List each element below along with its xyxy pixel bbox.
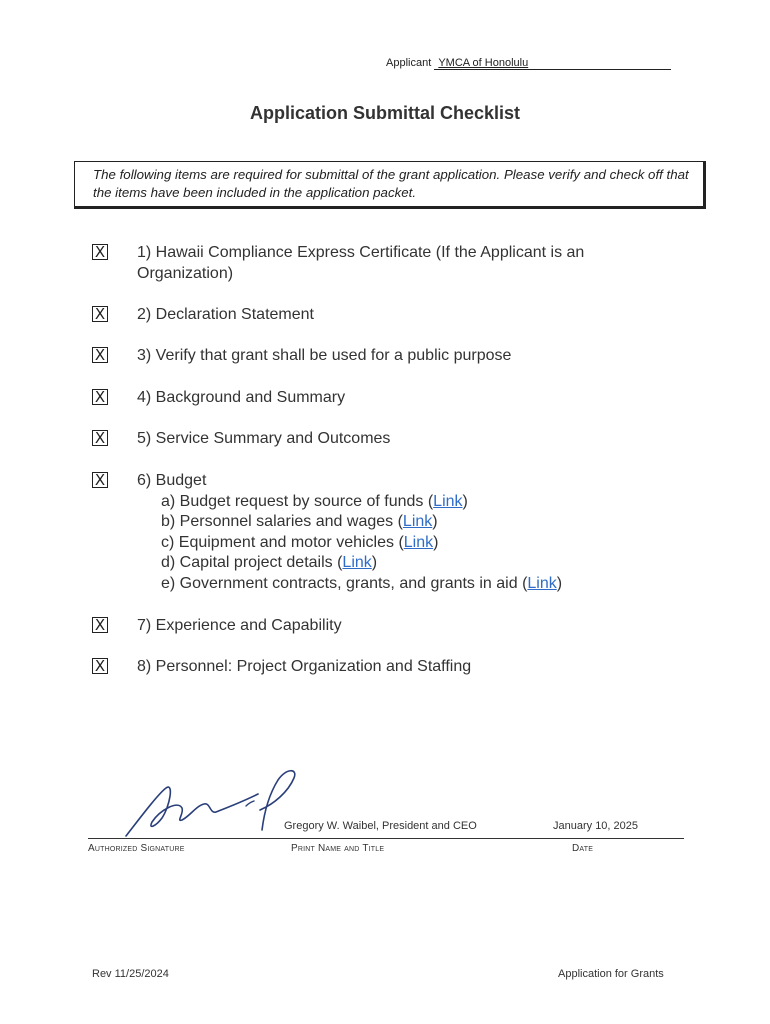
sub-item-text: c) Equipment and motor vehicles [161,533,394,551]
government-contracts-link[interactable]: Link [527,574,557,592]
checkbox-checked-icon[interactable]: X [92,472,108,488]
capital-project-link[interactable]: Link [342,554,372,571]
print-name-caption: Print Name and Title [291,843,385,854]
checklist-item-label: 5) Service Summary and Outcomes [137,430,391,447]
authorized-signature-caption: Authorized Signature [88,843,185,854]
budget-sub-item: c) Equipment and motor vehicles (Link) [161,533,439,551]
checkbox-checked-icon[interactable]: X [92,617,108,633]
checklist-item-label: 4) Background and Summary [137,389,346,406]
revision-label: Rev 11/25/2024 [92,968,169,980]
checklist-item-label: 1) Hawaii Compliance Express Certificate (If the Applicant is an Organization) [137,244,585,282]
checkbox-checked-icon[interactable]: X [92,658,108,674]
checklist-item-label: 6) Budget [137,472,207,489]
budget-sub-item: e) Government contracts, grants, and grants in aid (Link) [161,574,563,592]
applicant-label: Applicant [386,57,432,69]
sub-item-text: a) Budget request by source of funds [161,492,424,510]
applicant-value: YMCA of Honolulu [438,57,529,69]
applicant-value-field [434,57,671,70]
checkbox-checked-icon[interactable]: X [92,430,108,446]
sub-item-text: b) Personnel salaries and wages [161,513,394,530]
signer-name-title: Gregory W. Waibel, President and CEO [284,820,477,832]
sub-item-text: d) Capital project details [161,554,333,571]
checkbox-checked-icon[interactable]: X [92,306,108,322]
applicant-line [386,57,671,70]
signature-rule [88,838,684,839]
equipment-vehicles-link[interactable]: Link [403,533,434,551]
form-name: Application for Grants [558,968,664,980]
checkbox-checked-icon[interactable]: X [92,244,108,260]
checklist-item-label: 3) Verify that grant shall be used for a public purpose [137,347,512,364]
budget-sub-item: d) Capital project details (Link) [161,554,378,571]
page-title: Application Submittal Checklist [249,103,521,123]
personnel-salaries-link[interactable]: Link [402,513,433,530]
handwritten-signature-icon [118,766,308,838]
budget-request-link[interactable]: Link [433,492,463,510]
checkbox-checked-icon[interactable]: X [92,389,108,405]
budget-sub-list [161,492,562,595]
budget-sub-item: a) Budget request by source of funds (Link) [161,492,468,510]
checklist-item-label: 8) Personnel: Project Organization and Staffing [137,658,472,675]
signature-date: January 10, 2025 [553,820,639,832]
checklist-item-label: 7) Experience and Capability [137,617,342,634]
checkbox-checked-icon[interactable]: X [92,347,108,363]
budget-sub-item: b) Personnel salaries and wages (Link) [161,513,438,530]
sub-item-text: e) Government contracts, grants, and grants in aid [161,574,518,592]
date-caption: Date [572,843,594,854]
checklist-item-label: 2) Declaration Statement [137,306,314,323]
instructions-box: The following items are required for submittal of the grant application. Please verify and check off that the items have been included in the application packet. [74,161,706,209]
